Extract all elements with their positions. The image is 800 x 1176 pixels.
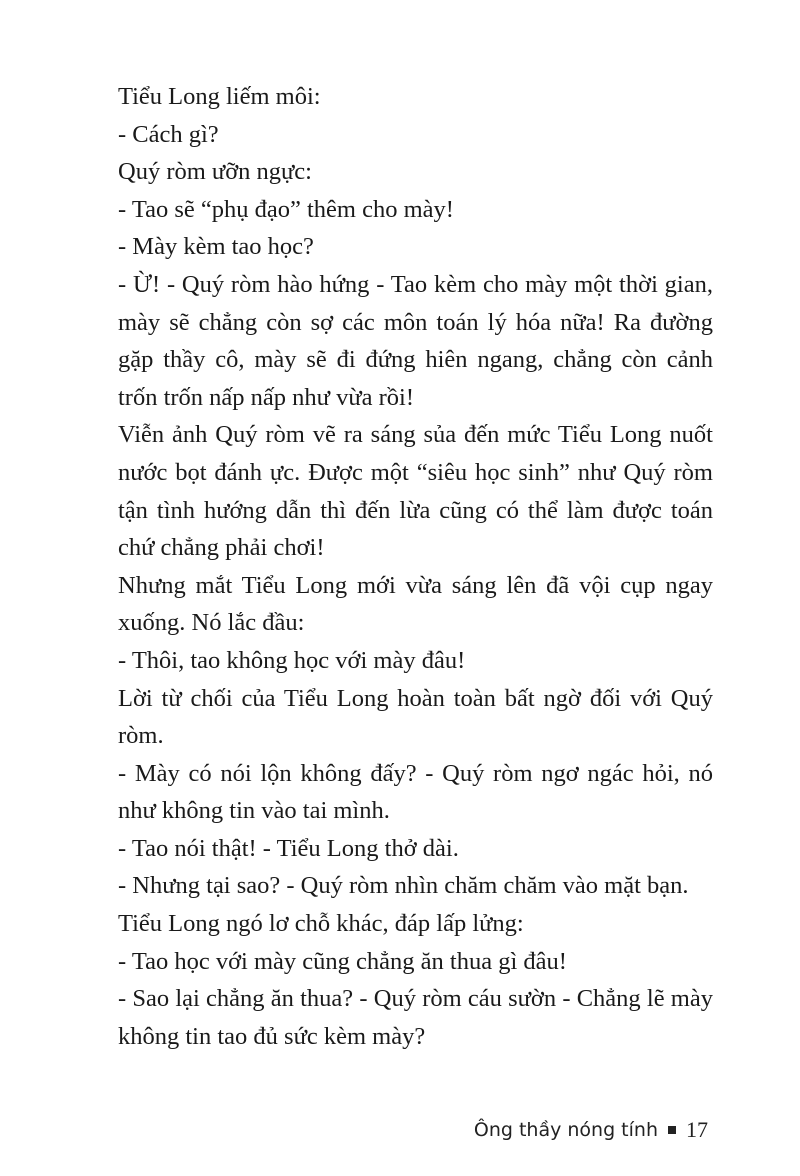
paragraph: Quý ròm ưỡn ngực: [118, 158, 312, 186]
body-text [118, 78, 713, 1055]
paragraph: - Mày có nói lộn không đấy? - Quý ròm ngơ ngác hỏi, nó như không tin vào tai mình. [118, 759, 713, 825]
paragraph: - Nhưng tại sao? - Quý ròm nhìn chăm chăm vào mặt bạn. [118, 872, 689, 900]
paragraph: - Tao nói thật! - Tiểu Long thở dài. [118, 834, 459, 862]
paragraph: - Ừ! - Quý ròm hào hứng - Tao kèm cho mày một thời gian, mày sẽ chẳng còn sợ các môn toán lý hóa nữa! Ra đường gặp thầy cô, mày sẽ đi đứng hiên ngang, chẳng còn cảnh trốn trốn nấp nấp như vừa rồi! [118, 270, 713, 411]
square-bullet-icon [668, 1126, 676, 1134]
paragraph: Viễn ảnh Quý ròm vẽ ra sáng sủa đến mức Tiểu Long nuốt nước bọt đánh ực. Được một “siêu học sinh” như Quý ròm tận tình hướng dẫn thì đến lừa cũng có thể làm được toán chứ chẳng phải chơi! [118, 421, 713, 562]
paragraph: - Tao học với mày cũng chẳng ăn thua gì đâu! [118, 947, 567, 975]
page-number: 17 [686, 1117, 708, 1142]
paragraph: - Sao lại chẳng ăn thua? - Quý ròm cáu sườn - Chẳng lẽ mày không tin tao đủ sức kèm mày? [118, 985, 713, 1050]
paragraph: - Mày kèm tao học? [118, 233, 314, 261]
paragraph: Lời từ chối của Tiểu Long hoàn toàn bất ngờ đối với Quý ròm. [118, 684, 713, 750]
chapter-title: Ông thầy nóng tính [473, 1119, 658, 1141]
paragraph: - Tao sẽ “phụ đạo” thêm cho mày! [118, 195, 454, 223]
paragraph: - Cách gì? [118, 120, 219, 148]
paragraph: - Thôi, tao không học với mày đâu! [118, 646, 466, 674]
paragraph: Tiểu Long ngó lơ chỗ khác, đáp lấp lửng: [118, 910, 524, 938]
paragraph: Tiểu Long liếm môi: [118, 83, 321, 110]
page-footer [474, 1117, 708, 1143]
paragraph: Nhưng mắt Tiểu Long mới vừa sáng lên đã vội cụp ngay xuống. Nó lắc đầu: [118, 571, 713, 637]
